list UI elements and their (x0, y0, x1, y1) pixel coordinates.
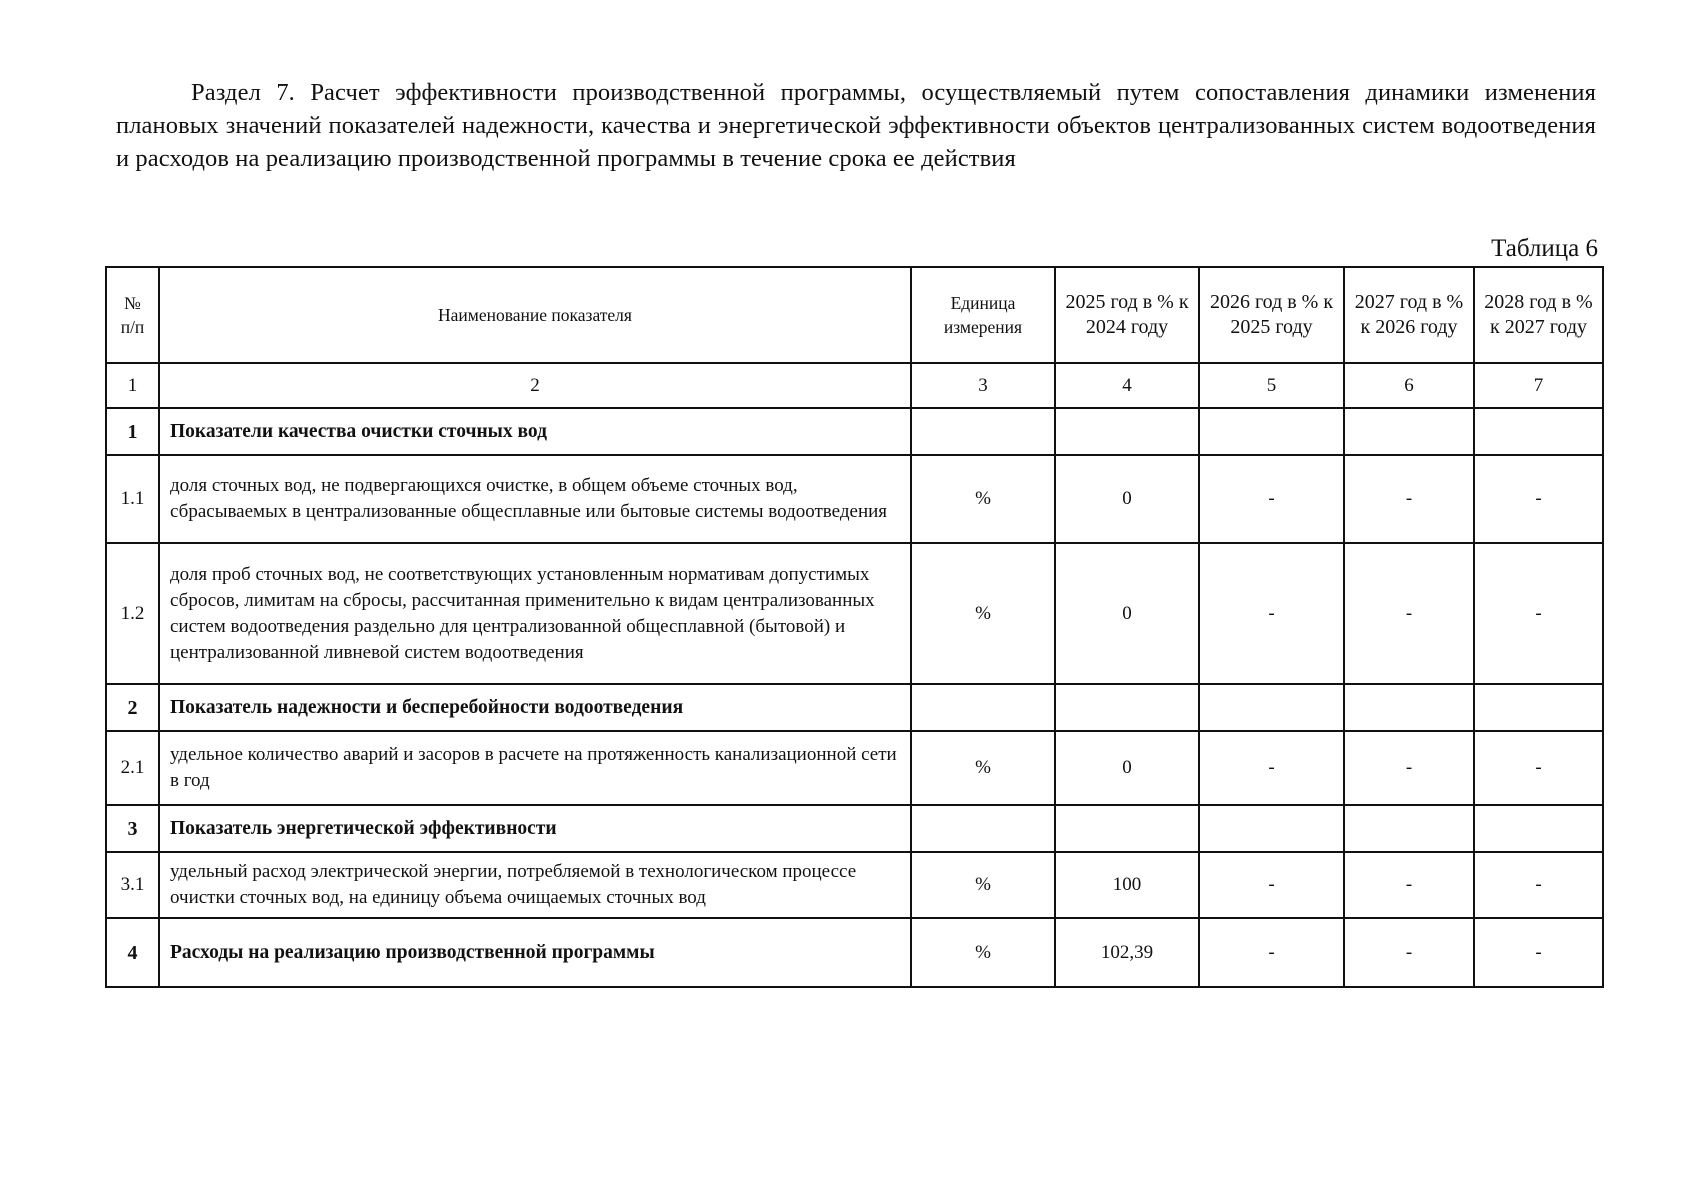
header-2027: 2027 год в % к 2026 году (1344, 267, 1474, 363)
row-value-2028: - (1474, 455, 1603, 543)
row-value-2027: - (1344, 543, 1474, 684)
header-2025: 2025 год в % к 2024 году (1055, 267, 1199, 363)
row-number: 4 (106, 918, 159, 987)
table-header-row (106, 267, 1603, 363)
row-value-2026: - (1199, 731, 1344, 805)
row-value-2027: - (1344, 852, 1474, 918)
row-value-2026 (1199, 408, 1344, 455)
section-row (106, 805, 1603, 852)
row-name: Показатели качества очистки сточных вод (159, 408, 911, 455)
section-row (106, 918, 1603, 987)
row-value-2028 (1474, 684, 1603, 731)
row-value-2026: - (1199, 918, 1344, 987)
section-row (106, 684, 1603, 731)
row-value-2027 (1344, 684, 1474, 731)
row-value-2025: 0 (1055, 731, 1199, 805)
row-value-2026 (1199, 684, 1344, 731)
column-number: 7 (1474, 363, 1603, 408)
row-value-2028: - (1474, 918, 1603, 987)
row-value-2025 (1055, 408, 1199, 455)
section-row (106, 408, 1603, 455)
row-unit: % (911, 455, 1055, 543)
row-value-2028 (1474, 408, 1603, 455)
row-value-2026: - (1199, 543, 1344, 684)
row-value-2027 (1344, 805, 1474, 852)
header-2026: 2026 год в % к 2025 году (1199, 267, 1344, 363)
row-name: доля проб сточных вод, не соответствующих установленным нормативам допустимых сбросов, лимитам на сбросы, рассчитанная применительно к видам централизованных систем водоотведения раздельно для централизованной общесплавной (бытовой) и централизованной ливневой систем водоотведения (159, 543, 911, 684)
column-number: 3 (911, 363, 1055, 408)
column-number: 1 (106, 363, 159, 408)
row-value-2025: 0 (1055, 543, 1199, 684)
column-number: 6 (1344, 363, 1474, 408)
row-unit: % (911, 852, 1055, 918)
row-value-2027: - (1344, 731, 1474, 805)
header-name: Наименование показателя (159, 267, 911, 363)
row-value-2025: 0 (1055, 455, 1199, 543)
row-value-2025 (1055, 805, 1199, 852)
row-number: 1.1 (106, 455, 159, 543)
row-name: Расходы на реализацию производственной программы (159, 918, 911, 987)
row-value-2026 (1199, 805, 1344, 852)
row-value-2025: 102,39 (1055, 918, 1199, 987)
row-number: 2.1 (106, 731, 159, 805)
row-number: 3.1 (106, 852, 159, 918)
row-unit: % (911, 918, 1055, 987)
column-number: 4 (1055, 363, 1199, 408)
row-name: удельное количество аварий и засоров в расчете на протяженность канализационной сети в год (159, 731, 911, 805)
row-unit (911, 408, 1055, 455)
row-value-2028: - (1474, 731, 1603, 805)
row-value-2026: - (1199, 455, 1344, 543)
header-2028: 2028 год в % к 2027 году (1474, 267, 1603, 363)
row-number: 1.2 (106, 543, 159, 684)
table-row (106, 455, 1603, 543)
row-value-2027: - (1344, 918, 1474, 987)
row-value-2028: - (1474, 543, 1603, 684)
row-name: доля сточных вод, не подвергающихся очистке, в общем объеме сточных вод, сбрасываемых в централизованные общесплавные или бытовые системы водоотведения (159, 455, 911, 543)
row-value-2027: - (1344, 455, 1474, 543)
header-num: № п/п (106, 267, 159, 363)
table-row (106, 731, 1603, 805)
table-row (106, 852, 1603, 918)
column-number: 5 (1199, 363, 1344, 408)
row-value-2028 (1474, 805, 1603, 852)
row-unit: % (911, 543, 1055, 684)
table-row (106, 543, 1603, 684)
table-caption: Таблица 6 (1491, 235, 1598, 262)
row-value-2028: - (1474, 852, 1603, 918)
row-number: 3 (106, 805, 159, 852)
column-numbers-row (106, 363, 1603, 408)
row-unit: % (911, 731, 1055, 805)
indicators-table (105, 266, 1604, 988)
row-value-2027 (1344, 408, 1474, 455)
row-number: 2 (106, 684, 159, 731)
row-value-2025 (1055, 684, 1199, 731)
row-number: 1 (106, 408, 159, 455)
row-unit (911, 684, 1055, 731)
row-name: Показатель надежности и бесперебойности водоотведения (159, 684, 911, 731)
row-value-2025: 100 (1055, 852, 1199, 918)
row-unit (911, 805, 1055, 852)
column-number: 2 (159, 363, 911, 408)
row-name: удельный расход электрической энергии, потребляемой в технологическом процессе очистки сточных вод, на единицу объема очищаемых сточных вод (159, 852, 911, 918)
row-value-2026: - (1199, 852, 1344, 918)
row-name: Показатель энергетической эффективности (159, 805, 911, 852)
header-unit: Единица измерения (911, 267, 1055, 363)
section-heading: Раздел 7. Расчет эффективности производственной программы, осуществляемый путем сопоставления динамики изменения плановых значений показателей надежности, качества и энергетической эффективности объектов централизованных систем водоотведения и расходов на реализацию производственной программы в течение срока ее действия (116, 79, 1596, 172)
